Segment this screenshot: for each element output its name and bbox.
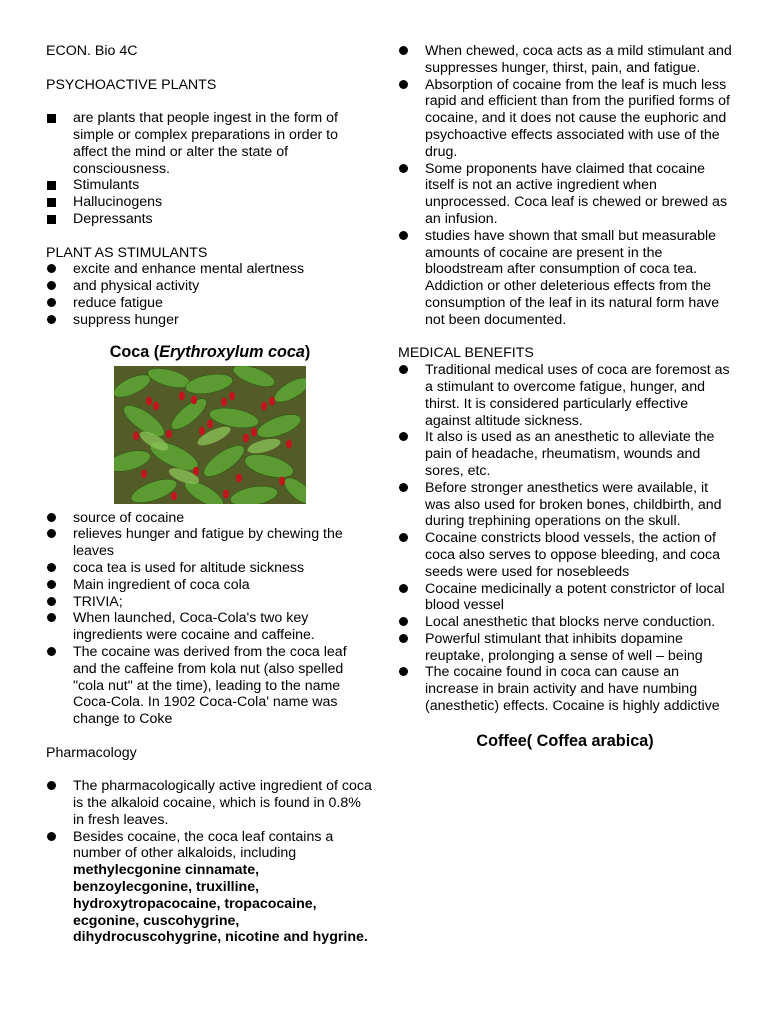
definition-list [46, 110, 374, 228]
list-item: Traditional medical uses of coca are foremost as a stimulant to overcome fatigue, hunger, and thirst. It is considered particularly effective against altitude sickness. [398, 362, 732, 429]
list-item: Absorption of cocaine from the leaf is much less rapid and efficient than from the purified forms of cocaine, and it does not cause the euphoric and psychoactive effects associated with use of the drug. [398, 77, 732, 161]
list-item: source of cocaine [46, 510, 374, 527]
round-bullet-icon [46, 261, 66, 278]
round-bullet-icon [398, 581, 418, 598]
list-item: are plants that people ingest in the form of simple or complex preparations in order to affect the mind or alter the state of consciousness. [46, 110, 374, 177]
round-bullet-icon [398, 362, 418, 379]
alkaloid-list: methylecgonine cinnamate, benzoylecgonine, truxilline, hydroxytropacocaine, tropacocaine, ecgonine, cuscohygrine, dihydrocuscohygrine, nicotine and hygrine. [73, 862, 368, 946]
course-code: ECON. Bio 4C [46, 43, 138, 59]
square-bullet-icon [46, 194, 66, 211]
list-item: reduce fatigue [46, 295, 374, 312]
coffee-title: Coffee( Coffea arabica) [476, 731, 654, 750]
list-item: Local anesthetic that blocks nerve conduction. [398, 614, 732, 631]
medical-heading: MEDICAL BENEFITS [398, 345, 534, 362]
round-bullet-icon [398, 429, 418, 446]
stimulants-heading: PLANT AS STIMULANTS [46, 244, 208, 261]
list-item: Before stronger anesthetics were available, it was also used for broken bones, childbirth, and during trephining operations on the skull. [398, 480, 732, 530]
round-bullet-icon [398, 530, 418, 547]
section-title: PSYCHOACTIVE PLANTS [46, 76, 217, 93]
round-bullet-icon [398, 480, 418, 497]
list-item: When chewed, coca acts as a mild stimulant and suppresses hunger, thirst, pain, and fatigue. [398, 43, 732, 77]
round-bullet-icon [398, 631, 418, 648]
list-item: Powerful stimulant that inhibits dopamine reuptake, prolonging a sense of well – being [398, 631, 732, 665]
list-item: excite and enhance mental alertness [46, 261, 374, 278]
round-bullet-icon [46, 510, 66, 527]
list-item: The pharmacologically active ingredient of coca is the alkaloid cocaine, which is found in 0.8% in fresh leaves. [46, 778, 374, 828]
right-column [398, 43, 732, 751]
list-item: suppress hunger [46, 312, 374, 329]
round-bullet-icon [46, 295, 66, 312]
list-item: coca tea is used for altitude sickness [46, 560, 374, 577]
list-item: Cocaine constricts blood vessels, the action of coca also serves to oppose bleeding, and coca seeds were used for nosebleeds [398, 530, 732, 580]
list-item: studies have shown that small but measurable amounts of cocaine are present in the bloodstream after consumption of coca tea. Addiction or other deleterious effects from the consumption of the leaf in its natural form have not been documented. [398, 228, 732, 329]
effects-list [398, 43, 732, 329]
coca-facts-list [46, 510, 374, 728]
round-bullet-icon [46, 526, 66, 543]
round-bullet-icon [398, 43, 418, 60]
pharmacology-list [46, 778, 374, 946]
round-bullet-icon [46, 577, 66, 594]
list-item: Hallucinogens [46, 194, 374, 211]
round-bullet-icon [46, 312, 66, 329]
round-bullet-icon [46, 829, 66, 846]
round-bullet-icon [46, 560, 66, 577]
list-item: The cocaine was derived from the coca leaf and the caffeine from kola nut (also spelled "cola nut" at the time), leading to the name Coca-Cola. In 1902 Coca-Cola' name was change to Coke [46, 644, 374, 728]
list-item: Depressants [46, 211, 374, 228]
round-bullet-icon [398, 77, 418, 94]
round-bullet-icon [398, 664, 418, 681]
medical-list [398, 362, 732, 715]
round-bullet-icon [398, 228, 418, 245]
list-item: and physical activity [46, 278, 374, 295]
coca-plant-photo [114, 366, 306, 504]
list-item: It also is used as an anesthetic to alleviate the pain of headache, rheumatism, wounds and sores, etc. [398, 429, 732, 479]
square-bullet-icon [46, 110, 66, 127]
list-item: Cocaine medicinally a potent constrictor of local blood vessel [398, 581, 732, 615]
list-item: Stimulants [46, 177, 374, 194]
stimulant-list [46, 261, 374, 328]
left-column [46, 43, 374, 946]
round-bullet-icon [46, 778, 66, 795]
round-bullet-icon [398, 161, 418, 178]
pharmacology-heading: Pharmacology [46, 744, 137, 761]
square-bullet-icon [46, 211, 66, 228]
square-bullet-icon [46, 177, 66, 194]
list-item: Besides cocaine, the coca leaf contains a number of other alkaloids, including methylecgonine cinnamate, benzoylecgonine, truxilline, hydroxytropacocaine, tropacocaine, ecgonine, cuscohygrine, dihydrocuscohygrine, nicotine and hygrine. [46, 829, 374, 947]
list-item: TRIVIA; [46, 594, 374, 611]
list-item: The cocaine found in coca can cause an increase in brain activity and have numbing (anesthetic) effects. Cocaine is highly addictive [398, 664, 732, 714]
coca-title: Coca (Erythroxylum coca) [109, 342, 311, 361]
round-bullet-icon [398, 614, 418, 631]
round-bullet-icon [46, 278, 66, 295]
list-item: Main ingredient of coca cola [46, 577, 374, 594]
list-item: relieves hunger and fatigue by chewing the leaves [46, 526, 374, 560]
round-bullet-icon [46, 610, 66, 627]
round-bullet-icon [46, 644, 66, 661]
round-bullet-icon [46, 594, 66, 611]
list-item: Some proponents have claimed that cocaine itself is not an active ingredient when unprocessed. Coca leaf is chewed or brewed as an infusion. [398, 161, 732, 228]
list-item: When launched, Coca-Cola's two key ingredients were cocaine and caffeine. [46, 610, 374, 644]
